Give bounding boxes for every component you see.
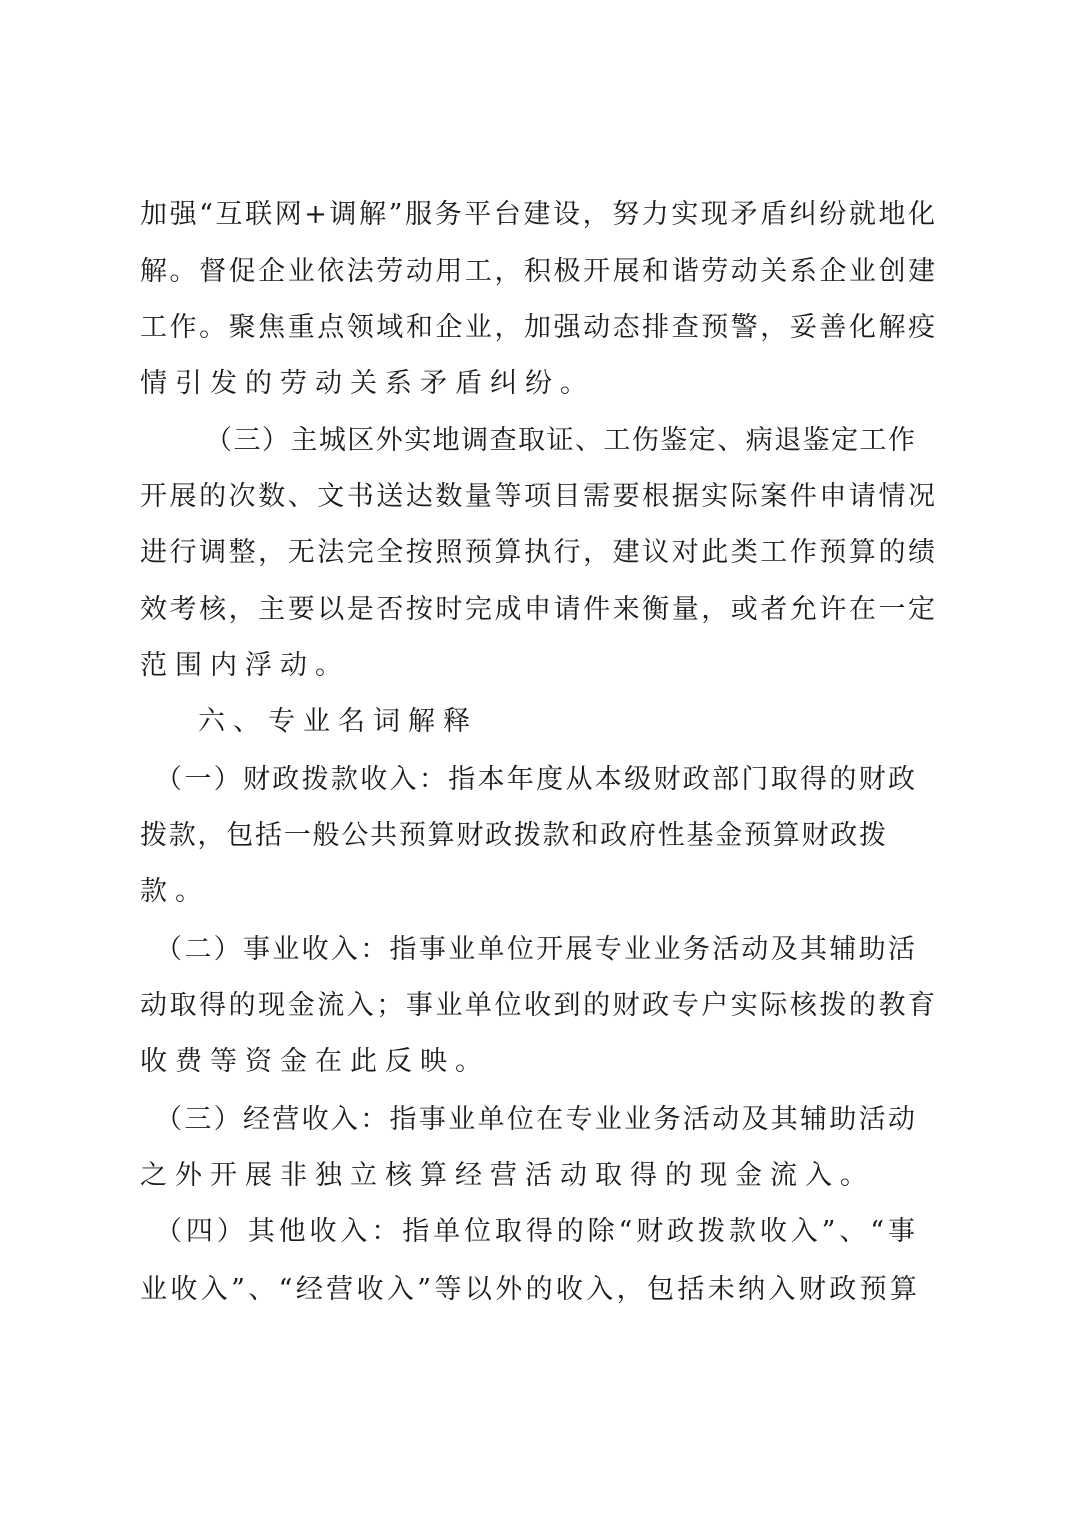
paragraph-line: 拨款，包括一般公共预算财政拨款和政府性基金预算财政拨 xyxy=(140,820,886,851)
paragraph-line: 开展的次数、文书送达数量等项目需要根据实际案件申请情况 xyxy=(140,481,935,512)
paragraph-line: （四）其他收入：指单位取得的除“财政拨款收入”、“事 xyxy=(155,1216,915,1247)
paragraph-line: 效考核，主要以是否按时完成申请件来衡量，或者允许在一定 xyxy=(140,594,935,625)
paragraph-line: 款。 xyxy=(140,876,210,907)
paragraph-line: 情引发的劳动关系矛盾纠纷。 xyxy=(140,368,595,399)
paragraph-line: （三）主城区外实地调查取证、工伤鉴定、病退鉴定工作 xyxy=(205,425,915,456)
paragraph-line: 范围内浮动。 xyxy=(140,650,350,681)
paragraph-line: （二）事业收入：指事业单位开展专业业务活动及其辅助活 xyxy=(155,934,915,965)
paragraph-line: 加强“互联网+调解”服务平台建设，努力实现矛盾纠纷就地化 xyxy=(140,199,935,230)
paragraph-line: 解。督促企业依法劳动用工，积极开展和谐劳动关系企业创建 xyxy=(140,256,935,287)
paragraph-line: 动取得的现金流入；事业单位收到的财政专户实际核拨的教育 xyxy=(140,990,935,1021)
paragraph-line: 工作。聚焦重点领域和企业，加强动态排查预警，妥善化解疫 xyxy=(140,312,935,343)
paragraph-line: （一）财政拨款收入：指本年度从本级财政部门取得的财政 xyxy=(155,764,915,795)
paragraph-line: 进行调整，无法完全按照预算执行，建议对此类工作预算的绩 xyxy=(140,537,935,568)
paragraph-line: 收费等资金在此反映。 xyxy=(140,1046,490,1077)
section-heading: 六、专业名词解释 xyxy=(198,706,478,737)
paragraph-line: （三）经营收入：指事业单位在专业业务活动及其辅助活动 xyxy=(155,1104,915,1135)
paragraph-line: 之外开展非独立核算经营活动取得的现金流入。 xyxy=(140,1160,875,1191)
paragraph-line: 业收入”、“经营收入”等以外的收入，包括未纳入财政预算 xyxy=(140,1274,917,1305)
